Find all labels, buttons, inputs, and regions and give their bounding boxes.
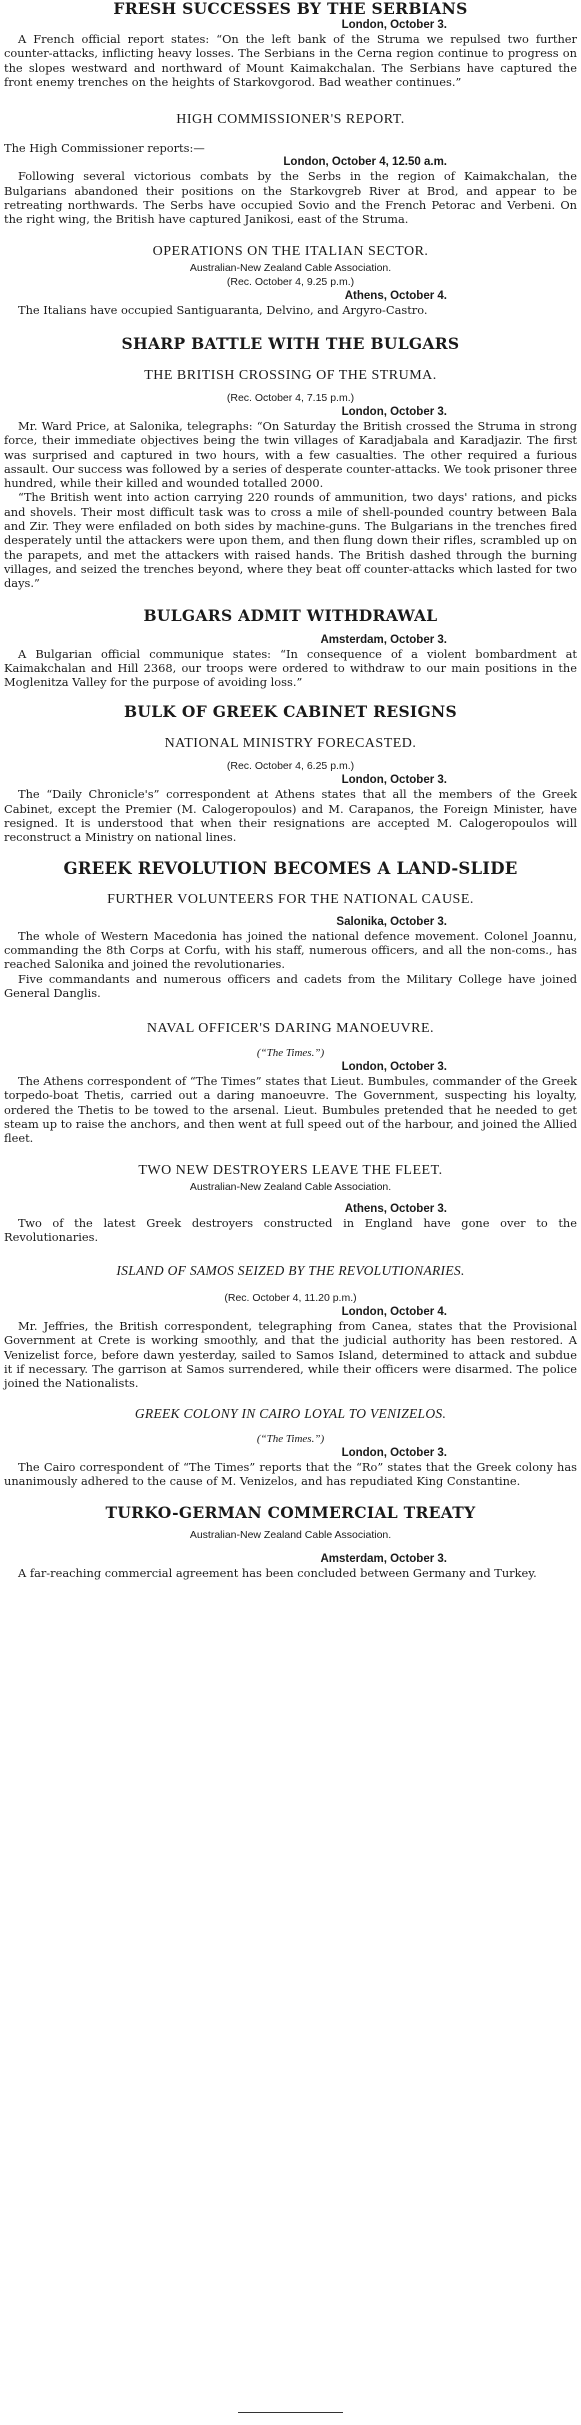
dateline: London, October 3. — [341, 1061, 447, 1074]
headline-greek-cabinet: BULK OF GREEK CABINET RESIGNS — [124, 702, 457, 722]
subheadline-struma-crossing: THE BRITISH CROSSING OF THE STRUMA. — [144, 367, 437, 383]
newspaper-column — [4, 0, 577, 1581]
headline-new-destroyers: TWO NEW DESTROYERS LEAVE THE FLEET. — [138, 1162, 443, 1178]
dateline: Amsterdam, October 3. — [320, 1553, 447, 1566]
received-time: (Rec. October 4, 9.25 p.m.) — [226, 275, 355, 288]
headline-bulgars-withdrawal: BULGARS ADMIT WITHDRAWAL — [143, 605, 438, 625]
headline-fresh-successes: FRESH SUCCESSES BY THE SERBIANS — [113, 0, 468, 18]
subheadline-volunteers: FURTHER VOLUNTEERS FOR THE NATIONAL CAUSE. — [107, 891, 474, 907]
article-paragraph: A Bulgarian official communique states: “In consequence of a violent bombardment at Kaimakchalan and Hill 2368, our troops were ordered to withdraw to our main positions in the Moglenitza Valley for the purpose of avoiding loss.” — [4, 646, 577, 690]
dateline: London, October 4. — [341, 1306, 447, 1319]
received-time: (Rec. October 4, 7.15 p.m.) — [226, 391, 355, 404]
source-credit: (“The Times.”) — [256, 1432, 325, 1445]
dateline: London, October 3. — [341, 405, 447, 418]
article-paragraph: A French official report states: “On the left bank of the Struma we repulsed two further counter-attacks, inflicting heavy losses. The Serbians in the Cerna region continue to progress on the slopes westward and northward of Mount Kaimakchalan. The Serbians have captured the front enemy trenches on the heights of Starkovgorod. Bad weather continues.” — [4, 32, 577, 89]
agency-credit: Australian-New Zealand Cable Association. — [189, 261, 392, 274]
headline-naval-officer: NAVAL OFFICER'S DARING MANOEUVRE. — [146, 1021, 435, 1037]
article-paragraph: The Cairo correspondent of “The Times” reports that the “Ro” states that the Greek colony has unanimously adhered to the cause of M. Venizelos, and has repudiated King Constantine. — [4, 1459, 577, 1488]
dateline: Amsterdam, October 3. — [320, 633, 447, 646]
article-paragraph: “The British went into action carrying 220 rounds of ammunition, two days' rations, and picks and shovels. Their most difficult task was to cross a mile of shell-pounded country between Bala and Zir. They were enfiladed on both sides by machine-guns. The Bulgarians in the trenches fired desperately until the attackers were upon them, and then flung down their rifles, scrambled up on the parapets, and met the attackers with raised hands. The British dashed through the burning villages, and seized the trenches beyond, where they beat off counter-attacks which lasted for two days.” — [4, 490, 577, 591]
received-time: (Rec. October 4, 11.20 p.m.) — [224, 1292, 357, 1305]
article-paragraph: The Italians have occupied Santiguaranta, Delvino, and Argyro-Castro. — [18, 302, 428, 317]
article-paragraph: Following several victorious combats by the Serbs in the region of Kaimakchalan, the Bulgarians abandoned their positions on the Starkovgreb River at Brod, and appear to be retreating northwards. The Serbs have occupied Sovio and the French Petorac and Verbeni. On the right wing, the British have captured Janikosi, east of the Struma. — [4, 169, 577, 227]
article-paragraph: The “Daily Chronicle's” correspondent at Athens states that all the members of the Greek Cabinet, except the Premier (M. Calogeropoulos) and M. Carapanos, the Foreign Minister, have resigned. It is understood that when their resignations are accepted M. Calogeropoulos will reconstruct a Ministry on national lines. — [4, 787, 577, 845]
agency-credit: Australian-New Zealand Cable Association. — [189, 1180, 392, 1193]
dateline: London, October 3. — [341, 774, 447, 787]
dateline: London, October 4, 12.50 a.m. — [283, 156, 447, 169]
dateline: Salonika, October 3. — [336, 915, 447, 928]
received-time: (Rec. October 4, 6.25 p.m.) — [226, 760, 355, 773]
dateline: Athens, October 3. — [344, 1202, 447, 1215]
headline-italian-sector: OPERATIONS ON THE ITALIAN SECTOR. — [152, 243, 429, 259]
headline-turko-german-treaty: TURKO-GERMAN COMMERCIAL TREATY — [105, 1503, 476, 1523]
headline-cairo-colony: GREEK COLONY IN CAIRO LOYAL TO VENIZELOS. — [134, 1405, 447, 1421]
headline-high-commissioner: HIGH COMMISSIONER'S REPORT. — [176, 112, 405, 128]
section-divider — [238, 2412, 343, 2413]
article-paragraph: Mr. Ward Price, at Salonika, telegraphs: “On Saturday the British crossed the Struma in strong force, their immediate objectives being the twin villages of Karadjabala and Karadjazir. The first was surprised and captured in two hours, with a few casualties. The other required a furious assault. Our success was followed by a series of desperate counter-attacks. We took prisoner three hundred, while their killed and wounded totalled 2000. — [4, 418, 577, 491]
source-credit: (“The Times.”) — [256, 1047, 325, 1060]
agency-credit: Australian-New Zealand Cable Association. — [189, 1529, 392, 1542]
headline-samos: ISLAND OF SAMOS SEIZED BY THE REVOLUTIONARIES. — [116, 1263, 465, 1279]
dateline: Athens, October 4. — [344, 289, 447, 302]
article-paragraph: The whole of Western Macedonia has joined the national defence movement. Colonel Joannu, commanding the 8th Corps at Corfu, with his staff, numerous officers, and all the non-coms., has reached Salonika and joined the revolutionaries. — [4, 928, 577, 972]
article-paragraph: A far-reaching commercial agreement has been concluded between Germany and Turkey. — [18, 1566, 537, 1581]
dateline: London, October 3. — [341, 19, 447, 31]
dateline: London, October 3. — [341, 1446, 447, 1459]
article-paragraph: Mr. Jeffries, the British correspondent, telegraphing from Canea, states that the Provisional Government at Crete is working smoothly, and that the judicial authority has been restored. A Venizelist force, before dawn yesterday, sailed to Samos Island, determined to attack and subdue it if necessary. The garrison at Samos surrendered, while their officers were disarmed. The police joined the Nationalists. — [4, 1319, 577, 1391]
article-paragraph: The Athens correspondent of “The Times” states that Lieut. Bumbules, commander of the Greek torpedo-boat Thetis, carried out a daring manoeuvre. The Government, suspecting his loyalty, ordered the Thetis to be towed to the arsenal. Lieut. Bumbules pretended that he needed to get steam up to raise the anchors, and then went at full speed out of the harbour, and joined the Allied fleet. — [4, 1074, 577, 1146]
article-paragraph: Two of the latest Greek destroyers constructed in England have gone over to the Revolutionaries. — [4, 1215, 577, 1244]
headline-sharp-battle: SHARP BATTLE WITH THE BULGARS — [121, 333, 460, 353]
article-paragraph: Five commandants and numerous officers and cadets from the Military College have joined General Danglis. — [4, 971, 577, 1000]
subheadline-national-ministry: NATIONAL MINISTRY FORECASTED. — [164, 736, 417, 752]
headline-greek-revolution: GREEK REVOLUTION BECOMES A LAND-SLIDE — [63, 858, 518, 878]
article-intro: The High Commissioner reports:— — [4, 141, 205, 156]
